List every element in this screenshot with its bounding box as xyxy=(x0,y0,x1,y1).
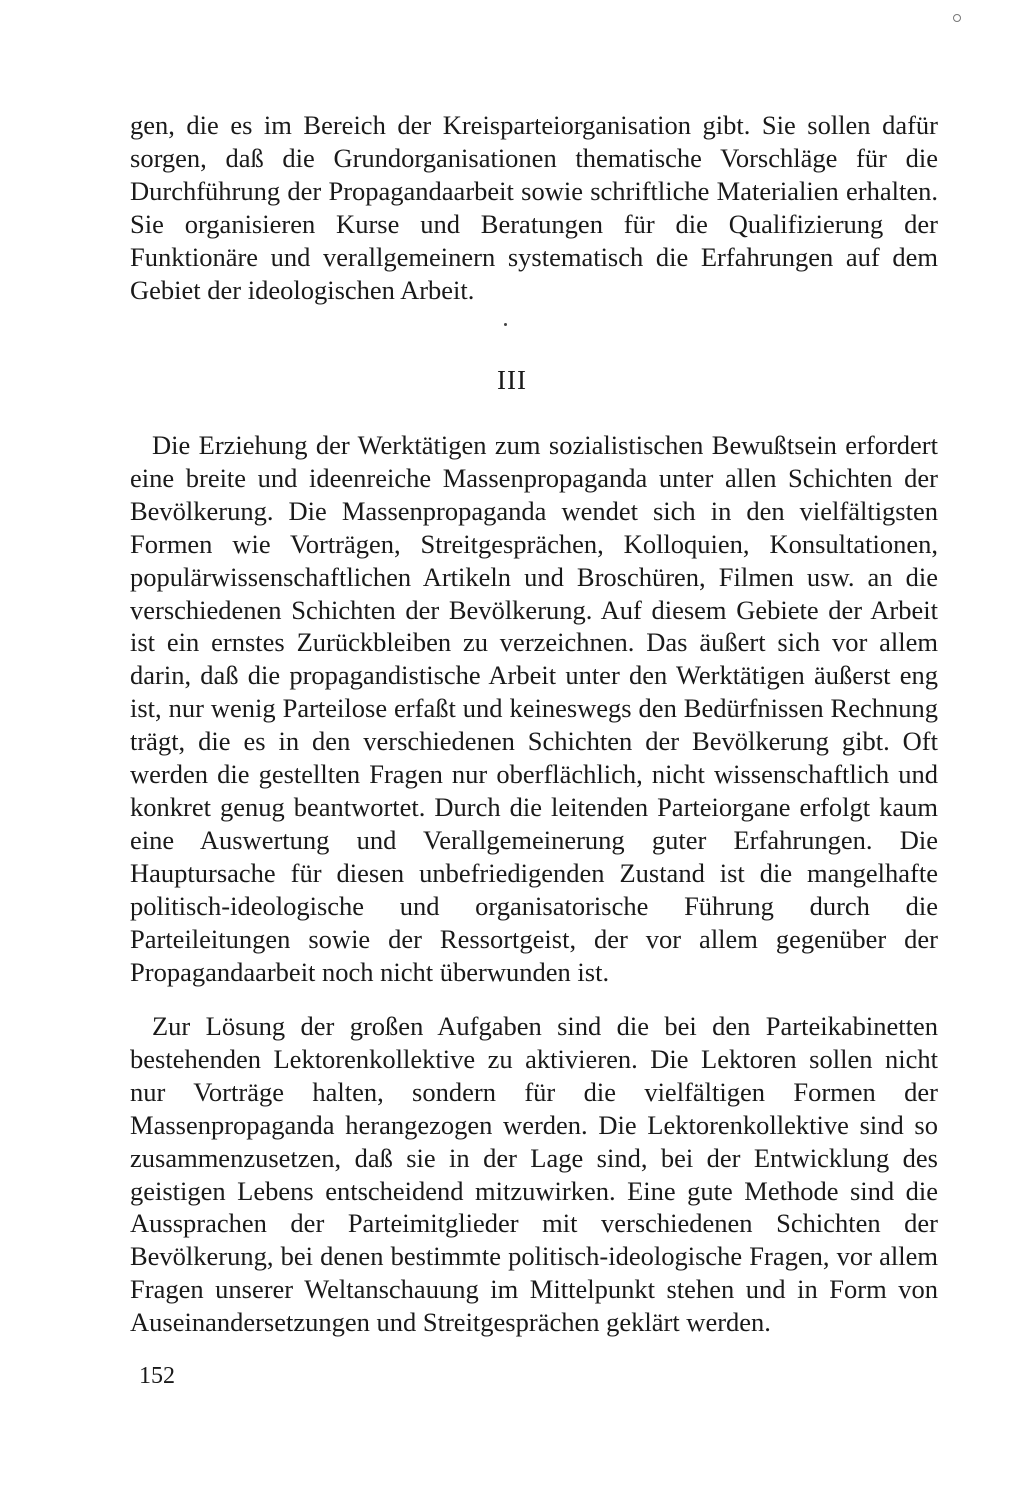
paragraph-mass-propaganda xyxy=(130,429,938,988)
paragraph-text: Zur Lösung der großen Aufgaben sind die bei den Parteikabinetten bestehenden Lektorenkollektive zu aktivieren. Die Lektoren sollen nicht nur Vorträge halten, sondern für die vielfältigen Formen der Massenpropaganda herangezogen werden. Die Lektorenkollektive sind so zusammenzusetzen, daß sie in der Lage sind, bei der Entwicklung des geistigen Lebens entscheidend mitzuwirken. Eine gute Methode sind die Aussprachen der Parteimitglieder mit verschiedenen Schichten der Bevölkerung, bei denen bestimmte politisch-ideologische Fragen, vor allem Fragen unserer Weltanschauung im Mittelpunkt stehen und in Form von Auseinandersetzungen und Streitgesprächen geklärt werden. xyxy=(130,1011,938,1338)
separator-dot xyxy=(504,323,507,326)
page-number: 152 xyxy=(139,1363,175,1389)
paragraph-continuation xyxy=(130,109,938,306)
paragraph-text: Die Erziehung der Werktätigen zum sozialistischen Bewußtsein erfordert eine breite und ideenreiche Massenpropaganda unter allen Schichten der Bevölkerung. Die Massenpropaganda wendet sich in den vielfältigsten Formen wie Vorträgen, Streitgesprächen, Kolloquien, Konsultationen, populärwissenschaftlichen Artikeln und Broschüren, Filmen usw. an die verschiedenen Schichten der Bevölkerung. Auf diesem Gebiete der Arbeit ist ein ernstes Zurückbleiben zu verzeichnen. Das äußert sich vor allem darin, daß die propagandistische Arbeit unter den Werktätigen äußerst eng ist, nur wenig Parteilose erfaßt und keineswegs den Bedürfnissen Rechnung trägt, die es in den verschiedenen Schichten der Bevölkerung gibt. Oft werden die gestellten Fragen nur oberflächlich, nicht wissenschaftlich und konkret genug beantwortet. Durch die leitenden Parteiorgane erfolgt kaum eine Auswertung und Verallgemeinerung guter Erfahrungen. Die Hauptursache für diesen unbefriedigenden Zustand ist die mangelhafte politisch-ideologische und organisatorische Führung durch die Parteileitungen sowie der Ressortgeist, der vor allem gegenüber der Propagandaarbeit noch nicht überwunden ist. xyxy=(130,430,938,987)
paragraph-text: gen, die es im Bereich der Kreisparteiorganisation gibt. Sie sollen dafür sorgen, daß die Grundorganisationen thematische Vorschläge für die Durchführung der Propagandaarbeit sowie schriftliche Materialien erhalten. Sie organisieren Kurse und Beratungen für die Qualifizierung der Funktionäre und verallgemeinern systematisch die Erfahrungen auf dem Gebiet der ideologischen Arbeit. xyxy=(130,110,938,305)
scan-mark xyxy=(953,14,961,22)
section-heading: III xyxy=(497,365,527,395)
paragraph-lector-collectives xyxy=(130,1010,938,1339)
